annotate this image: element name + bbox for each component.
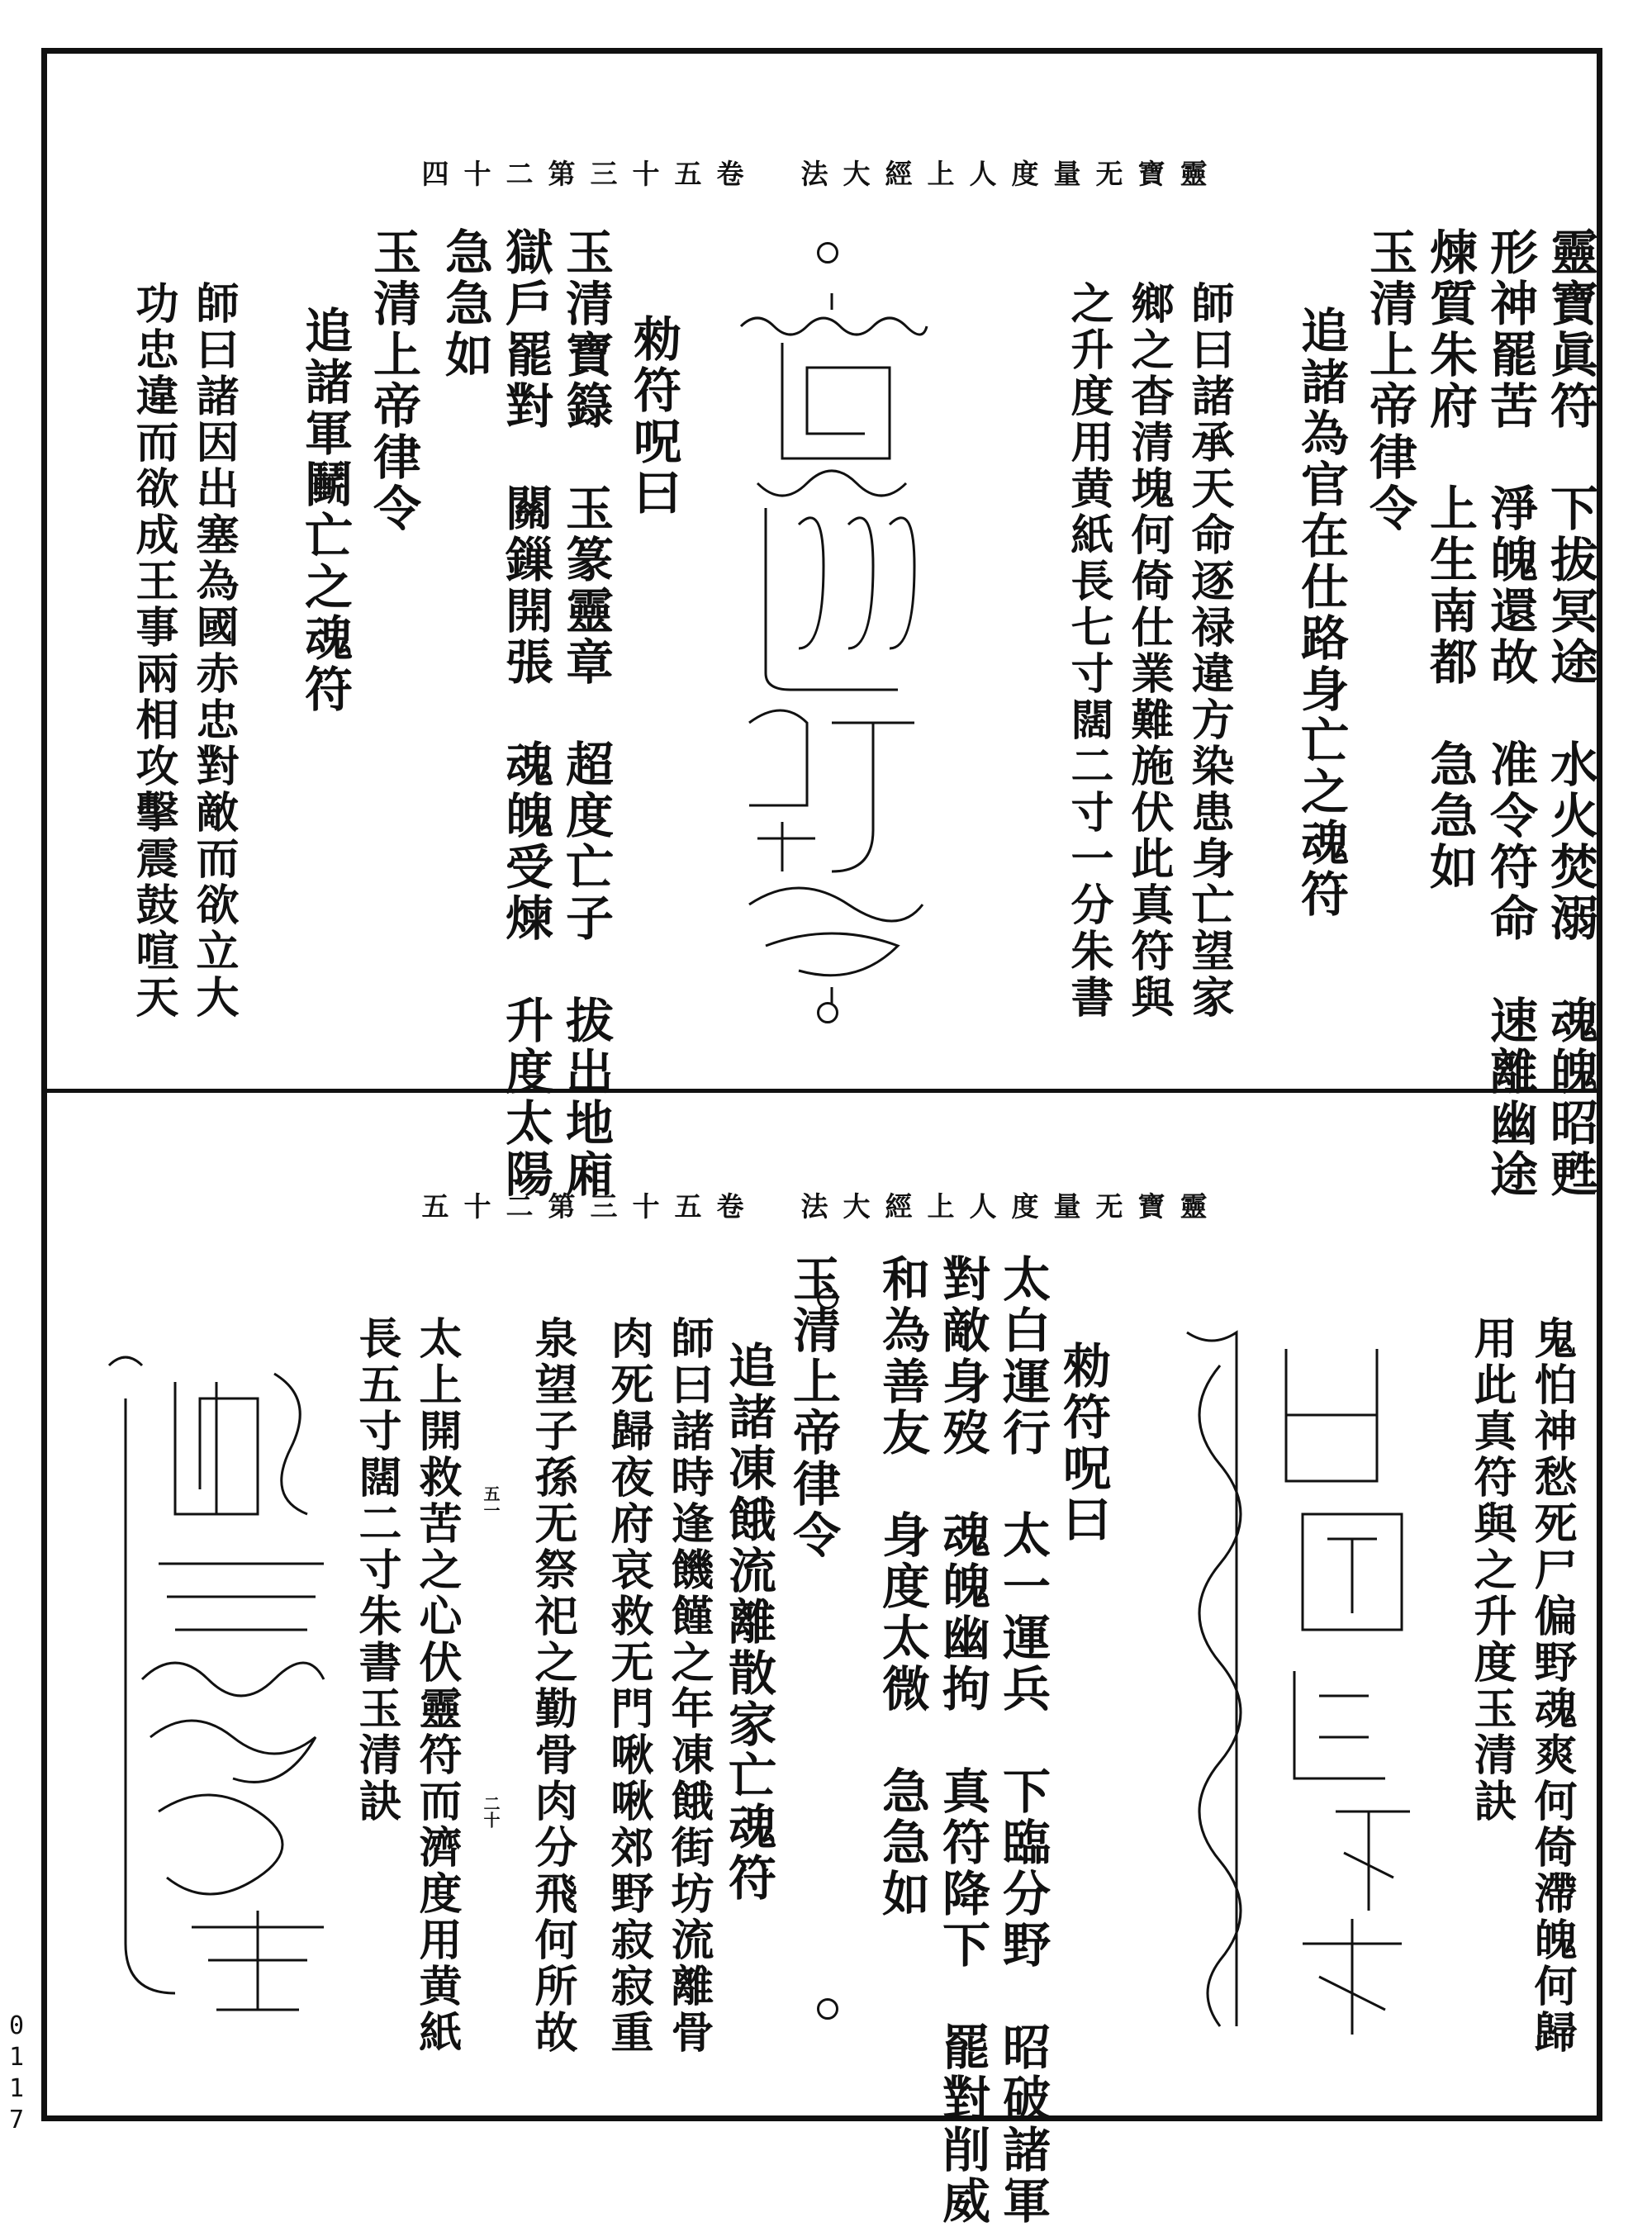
text-column: 用此真符與之升度玉清訣: [1466, 1316, 1517, 1825]
text-column: 對敵身歿 魂魄幽拘 真符降下 罷對削威: [934, 1254, 990, 2227]
bottom-panel: [47, 1093, 1597, 2227]
text-column: 追諸軍鬭亡之魂符: [297, 306, 353, 715]
text-column: 玉清上帝律令: [785, 1254, 841, 1561]
top-panel: [47, 54, 1598, 1200]
bottom-header: 五十二第三十五卷 法大經上人度量无寶靈: [421, 1190, 1222, 1223]
text-column: 泉望子孫无祭祀之勤骨肉分飛何所故: [527, 1316, 577, 2056]
text-column: 鬼怕神愁死尸偏野魂爽何倚滯魄何歸: [1526, 1316, 1577, 2056]
text-column: 靈寶眞符 下拔冥途 水火焚溺 魂魄昭甦: [1542, 227, 1598, 1200]
text-column: 急急如: [437, 227, 493, 381]
text-column: 玉清寶籙 玉篆靈章 超度亡子 拔出地廂: [558, 227, 614, 1200]
talisman-seal-image: [733, 293, 931, 1004]
talisman-seal-image: [1170, 1316, 1418, 2051]
text-column: 追諸為官在仕路身亡之魂符: [1293, 306, 1349, 920]
text-column: 形神罷苦 淨魄還故 准令符命 速離幽途: [1482, 227, 1538, 1200]
text-column: 之升度用黄紙長七寸闊二寸一分朱書: [1063, 281, 1113, 1021]
text-column: 肉死歸夜府哀救无門啾啾郊野寂寂重: [603, 1316, 653, 2056]
margin-note: 五一: [481, 1485, 501, 1518]
text-column: 和為善友 身度太微 急急如: [874, 1254, 930, 1920]
text-column: 師曰諸時逢饑饉之年凍餓街坊流離骨: [663, 1316, 714, 2056]
text-column: 追諸凍餓流離散家亡魂符: [720, 1341, 776, 1904]
circle-mark: [817, 1002, 838, 1023]
text-column: 煉質朱府 上生南都 急急如: [1422, 227, 1478, 893]
text-column: 玉清上帝律令: [365, 227, 421, 534]
circle-mark: [817, 1998, 838, 2020]
circle-mark: [817, 242, 838, 264]
text-column: 太白運行 太一運兵 下臨分野 昭破諸軍: [995, 1254, 1051, 2227]
text-column: 太上開救苦之心伏靈符而濟度用黄紙: [411, 1316, 462, 2056]
text-column: 勑符呪曰: [1055, 1341, 1111, 1546]
text-column: 勑符呪曰: [625, 314, 681, 519]
text-column: 師曰諸承天命逐禄違方染患身亡望家: [1184, 281, 1234, 1021]
text-column: 師曰諸因出塞為國赤忠對敵而欲立大: [188, 281, 239, 1021]
text-column: 長五寸闊二寸朱書玉清訣: [351, 1316, 401, 1825]
top-header: 四十二第三十五卷 法大經上人度量无寶靈: [421, 158, 1222, 190]
margin-note: 二十: [481, 1795, 501, 1828]
text-column: 鄉之杳清塊何倚仕業難施伏此真符與: [1123, 281, 1174, 1021]
text-column: 玉清上帝律令: [1361, 227, 1417, 534]
text-column: 獄戶罷對 關鏁開張 魂魄受煉 升度太陽: [497, 227, 553, 1200]
talisman-seal-image: [93, 1349, 340, 2026]
page-number: 0 1 1 7: [8, 2011, 25, 2134]
text-column: 功忠違而欲成王事兩相攻擊震鼓喧天: [128, 281, 178, 1021]
